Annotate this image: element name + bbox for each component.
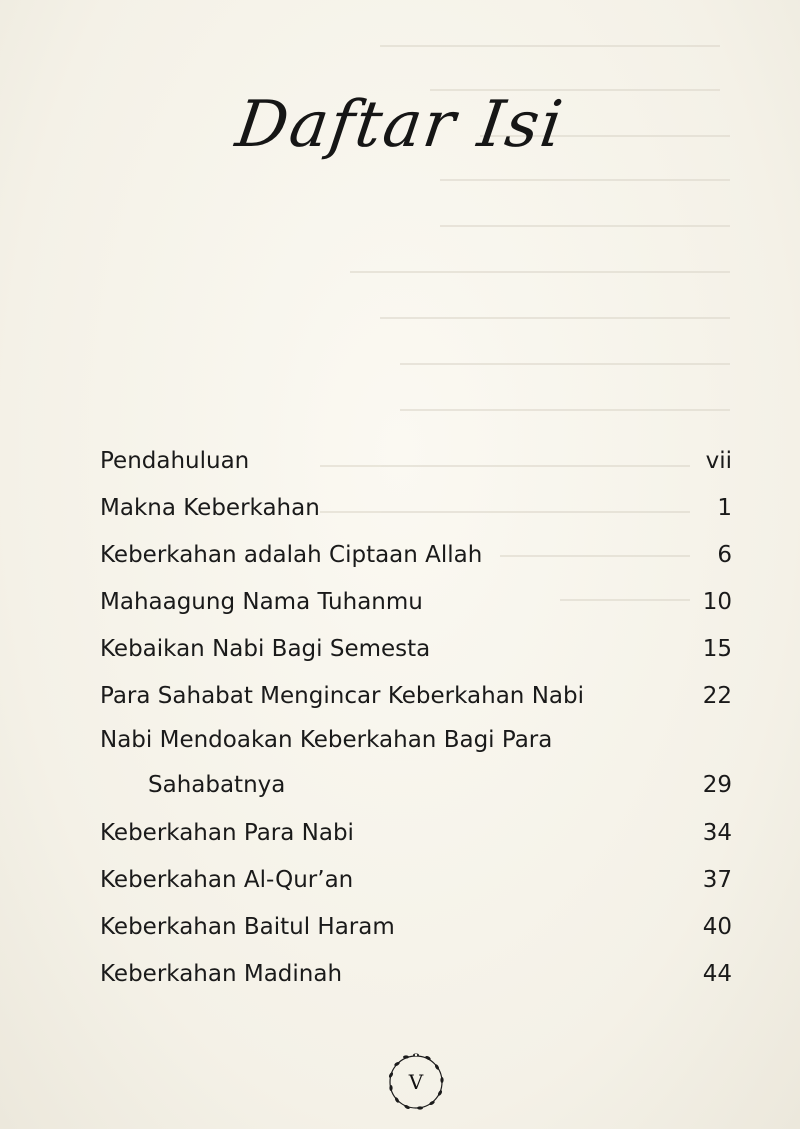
- toc-entry[interactable]: [100, 951, 732, 998]
- table-of-contents: [100, 438, 732, 998]
- toc-entry-page: 10: [702, 589, 732, 615]
- toc-entry[interactable]: [100, 810, 732, 857]
- toc-entry-page: 29: [702, 772, 732, 798]
- toc-entry-title: Kebaikan Nabi Bagi Semesta: [100, 636, 431, 662]
- toc-entry-page: 44: [702, 961, 732, 987]
- toc-entry-page: vii: [705, 448, 732, 474]
- toc-entry-title: Pendahuluan: [100, 448, 250, 474]
- toc-entry[interactable]: [100, 532, 732, 579]
- toc-entry-title-line1: Nabi Mendoakan Keberkahan Bagi Para: [100, 727, 553, 753]
- toc-entry-page: 40: [702, 914, 732, 940]
- toc-entry[interactable]: [100, 485, 732, 532]
- toc-entry[interactable]: [100, 438, 732, 485]
- toc-entry[interactable]: [100, 857, 732, 904]
- page-number-folio: V: [408, 1070, 424, 1094]
- toc-entry-page: 22: [702, 683, 732, 709]
- toc-entry-title: Keberkahan Baitul Haram: [100, 914, 395, 940]
- toc-entry-page: 37: [702, 867, 732, 893]
- page-title: Daftar Isi: [231, 88, 569, 162]
- toc-entry-title: Keberkahan Madinah: [100, 961, 343, 987]
- toc-entry-page: 15: [702, 636, 732, 662]
- toc-entry-page: 1: [717, 495, 732, 521]
- toc-entry[interactable]: [100, 904, 732, 951]
- toc-entry[interactable]: [100, 579, 732, 626]
- toc-entry-page: 34: [702, 820, 732, 846]
- toc-entry-title: Keberkahan Para Nabi: [100, 820, 354, 846]
- toc-entry[interactable]: [100, 673, 732, 720]
- toc-entry-title: Keberkahan Al-Qur’an: [100, 867, 354, 893]
- toc-entry-title: Para Sahabat Mengincar Keberkahan Nabi: [100, 683, 584, 709]
- toc-entry[interactable]: [100, 626, 732, 673]
- toc-entry-page: 6: [717, 542, 732, 568]
- toc-entry-title: Makna Keberkahan: [100, 495, 320, 521]
- toc-entry-title: Keberkahan adalah Ciptaan Allah: [100, 542, 483, 568]
- toc-entry-multiline[interactable]: [100, 720, 732, 810]
- toc-entry-title: Mahaagung Nama Tuhanmu: [100, 589, 423, 615]
- toc-entry-title-line2: Sahabatnya: [148, 772, 286, 798]
